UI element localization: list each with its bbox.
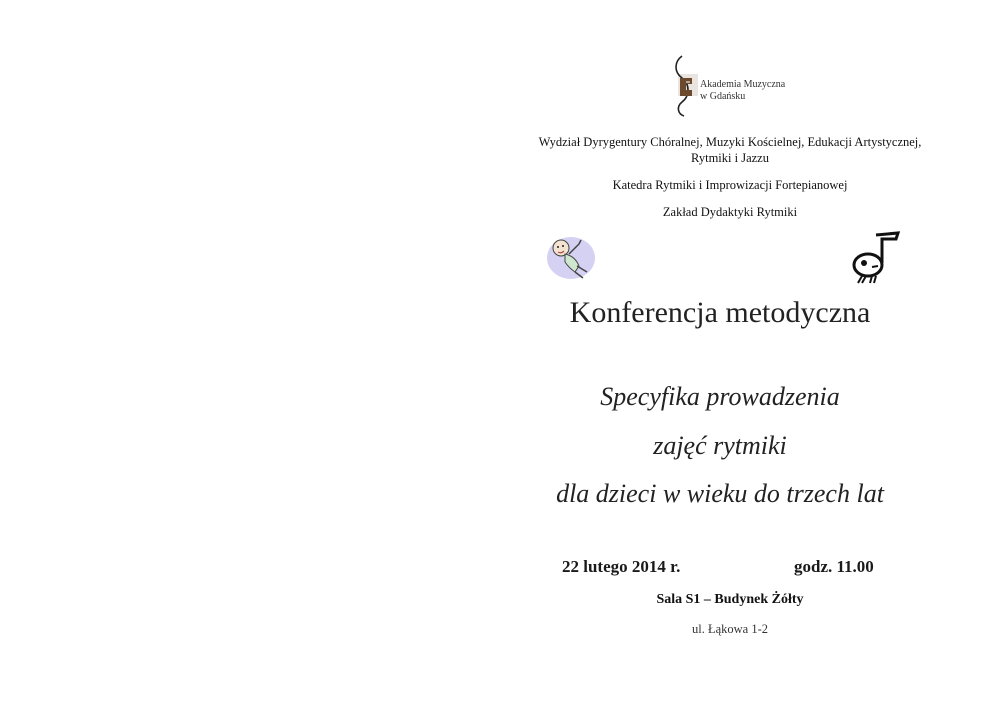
- music-note-bird-icon: [846, 229, 902, 289]
- department-name: Katedra Rytmiki i Improwizacji Fortepianowej: [612, 178, 848, 192]
- academy-logo: [652, 52, 792, 120]
- event-address: ul. Łąkowa 1-2: [691, 622, 769, 636]
- unit-name: Zakład Dydaktyki Rytmiki: [662, 205, 798, 219]
- treble-clef-logo-icon: [652, 52, 700, 120]
- logo-line-2: w Gdańsku: [700, 91, 746, 102]
- conference-title: Konferencja metodyczna: [569, 296, 871, 329]
- faculty-name: Wydział Dyrygentury Chóralnej, Muzyki Kościelnej, Edukacji Artystycznej, Rytmiki i Jazzu: [538, 135, 922, 165]
- event-venue: Sala S1 – Budynek Żółty: [656, 592, 804, 607]
- event-time: godz. 11.00: [794, 557, 874, 576]
- baby-illustration-icon: [545, 232, 601, 286]
- event-date: 22 lutego 2014 r.: [562, 557, 681, 576]
- logo-line-1: Akademia Muzyczna: [700, 79, 786, 90]
- subtitle-line-2: zajęć rytmiki: [653, 431, 787, 460]
- subtitle-line-3: dla dzieci w wieku do trzech lat: [556, 479, 884, 508]
- subtitle-line-1: Specyfika prowadzenia: [600, 382, 840, 411]
